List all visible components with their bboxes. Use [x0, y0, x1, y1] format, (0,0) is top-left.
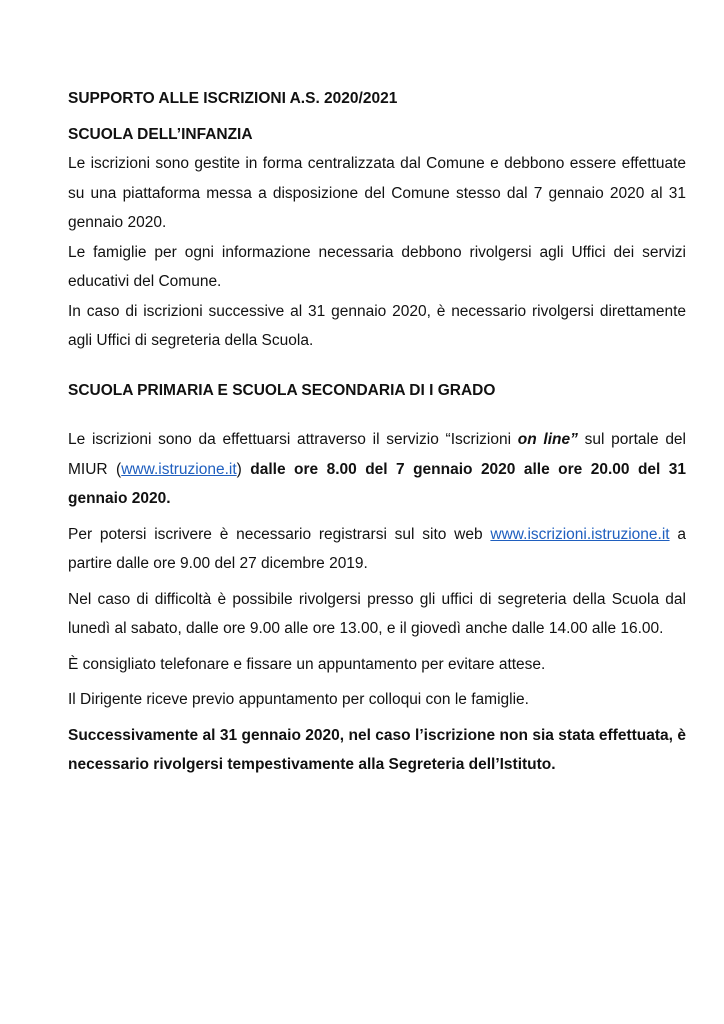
- infanzia-paragraph-1: Le iscrizioni sono gestite in forma centralizzata dal Comune e debbono essere effettuate su una piattaforma messa a disposizione del Comune stesso dal 7 gennaio 2020 al 31 gennaio 2020.: [68, 155, 686, 231]
- primaria-paragraph-2: [68, 520, 686, 579]
- primaria-paragraph-3: Nel caso di difficoltà è possibile rivolgersi presso gli uffici di segreteria della Scuola dal lunedì al sabato, dalle ore 9.00 alle ore 13.00, e il giovedì anche dalle 14.00 alle 16.00.: [68, 590, 686, 637]
- primaria-p1-text-b: sul portale del MIUR (: [68, 431, 686, 478]
- miur-link[interactable]: www.istruzione.it: [121, 460, 237, 478]
- primaria-p1-text-a: Le iscrizioni sono da effettuarsi attraverso il servizio “Iscrizioni: [68, 431, 518, 448]
- primaria-p2-text-a: Per potersi iscrivere è necessario registrarsi sul sito web: [68, 525, 491, 543]
- section-heading-primaria: SCUOLA PRIMARIA E SCUOLA SECONDARIA DI I GRADO: [68, 381, 496, 399]
- section-heading-infanzia: SCUOLA DELL’INFANZIA: [68, 125, 253, 143]
- primaria-p1-bold: dalle ore 8.00 del 7 gennaio 2020 alle ore 20.00 del 31 gennaio 2020.: [68, 460, 687, 507]
- infanzia-paragraph-2: Le famiglie per ogni informazione necessaria debbono rivolgersi agli Uffici dei servizi educativi del Comune.: [68, 243, 686, 290]
- primaria-p1-text-c: ): [236, 460, 251, 478]
- document-title: SUPPORTO ALLE ISCRIZIONI A.S. 2020/2021: [68, 90, 398, 107]
- primaria-paragraph-6: Successivamente al 31 gennaio 2020, nel caso l’iscrizione non sia stata effettuata, è necessario rivolgersi tempestivamente alla Segreteria dell’Istituto.: [68, 726, 686, 773]
- primaria-paragraph-5: Il Dirigente riceve previo appuntamento per colloqui con le famiglie.: [68, 691, 529, 708]
- infanzia-paragraph-3: In caso di iscrizioni successive al 31 gennaio 2020, è necessario rivolgersi direttamente agli Uffici di segreteria della Scuola.: [68, 302, 686, 349]
- iscrizioni-link[interactable]: www.iscrizioni.istruzione.it: [490, 525, 670, 543]
- primaria-p1-italic: on line”: [517, 431, 578, 448]
- primaria-p2-text-b: a partire dalle ore 9.00 del 27 dicembre 2019.: [68, 525, 686, 572]
- primaria-paragraph-1: [68, 425, 686, 514]
- document-page: [68, 84, 686, 780]
- primaria-paragraph-4: È consigliato telefonare e fissare un appuntamento per evitare attese.: [68, 655, 546, 673]
